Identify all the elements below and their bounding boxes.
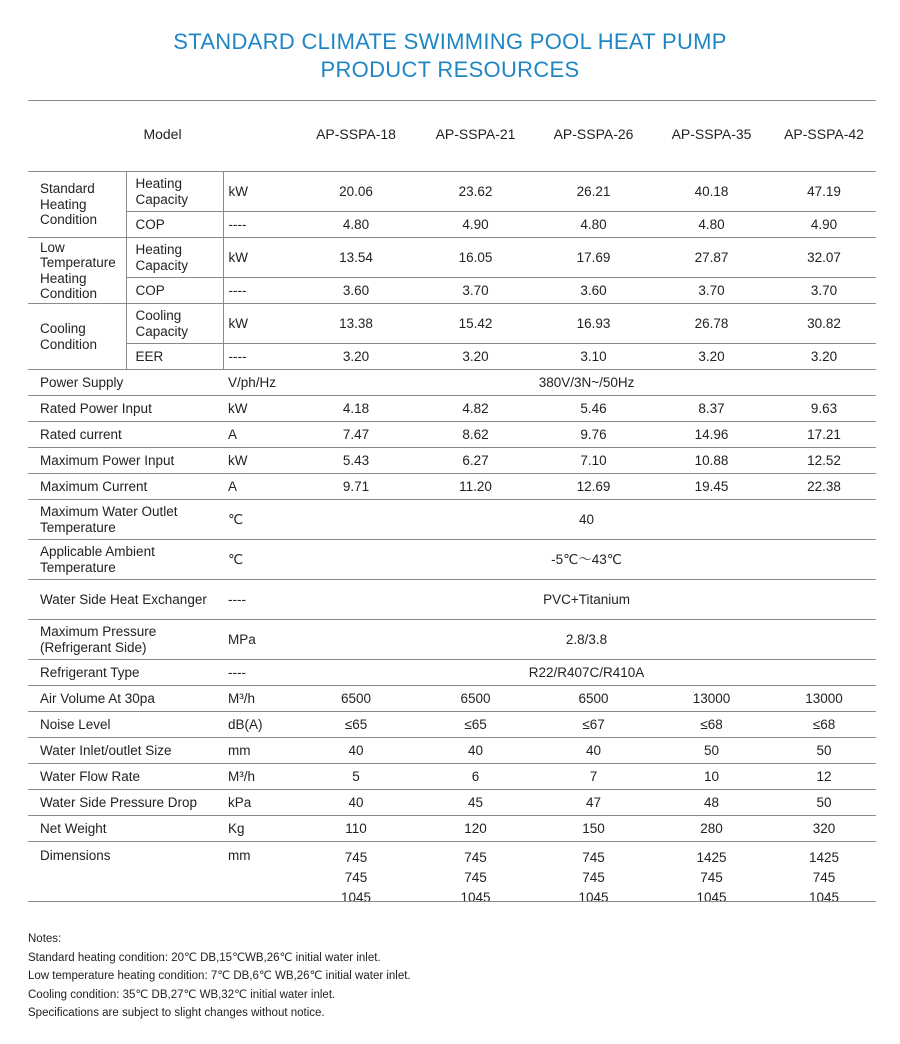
unit-cell: kW [223,304,297,344]
unit-cell: V/ph/Hz [223,370,297,396]
unit-cell: ---- [223,278,297,304]
value-cell: 6500 [297,686,415,712]
unit-cell: kW [223,172,297,212]
value-cell: 7.47 [297,422,415,448]
value-cell: 4.82 [415,396,536,422]
row-label: Dimensions [28,842,223,909]
dimension-value: 745 [464,850,487,865]
table-row [28,686,876,712]
dimension-value: 1045 [578,890,609,905]
value-cell: 50 [772,790,876,816]
group-label: Cooling Condition [28,304,126,370]
value-cell: 12.52 [772,448,876,474]
table-row [28,172,876,212]
sub-label: Heating Capacity [126,172,223,212]
value-cell: 19.45 [651,474,772,500]
value-cell: 45 [415,790,536,816]
value-cell: 40 [297,790,415,816]
spanned-value-cell: R22/R407C/R410A [297,660,876,686]
spec-table-body [28,111,876,908]
gap-cell [28,159,876,172]
table-row [28,738,876,764]
value-cell: 47.19 [772,172,876,212]
spec-table [28,111,876,908]
value-cell: 26.78 [651,304,772,344]
unit-cell: MPa [223,620,297,660]
bottom-divider [28,901,876,902]
value-cell: 15.42 [415,304,536,344]
table-row [28,540,876,580]
table-row [28,712,876,738]
value-cell: 48 [651,790,772,816]
table-row [28,500,876,540]
value-cell: 3.20 [772,344,876,370]
value-cell: 13.38 [297,304,415,344]
unit-cell: kW [223,448,297,474]
header-gap-row [28,159,876,172]
value-cell: 150 [536,816,651,842]
dimension-value: 745 [812,870,836,885]
unit-cell: ℃ [223,540,297,580]
table-row [28,304,876,344]
unit-cell: A [223,422,297,448]
value-cell: 40 [415,738,536,764]
value-cell: 120 [415,816,536,842]
row-label: Power Supply [28,370,223,396]
note-standard-heating: Standard heating condition: 20℃ DB,15℃WB,26℃ initial water inlet. [28,951,381,964]
value-cell: 13.54 [297,238,415,278]
value-cell: 5.46 [536,396,651,422]
value-cell: 10.88 [651,448,772,474]
row-label: Air Volume At 30pa [28,686,223,712]
value-cell: 5.43 [297,448,415,474]
unit-cell: M³/h [223,686,297,712]
value-cell: 47 [536,790,651,816]
value-cell: 6500 [415,686,536,712]
value-cell: 16.05 [415,238,536,278]
value-cell: 280 [651,816,772,842]
value-cell: 50 [772,738,876,764]
note-disclaimer: Specifications are subject to slight changes without notice. [28,1007,325,1019]
dimension-value-cell [415,842,536,909]
value-cell: ≤67 [536,712,651,738]
model-column-header: AP-SSPA-26 [553,126,634,143]
unit-cell: A [223,474,297,500]
value-cell: 40.18 [651,172,772,212]
table-header-row [28,111,876,159]
dimension-value: 1045 [341,890,372,905]
unit-cell: ---- [223,344,297,370]
dimension-value-cell [772,842,876,909]
table-row [28,580,876,620]
spanned-value-cell: 380V/3N~/50Hz [297,370,876,396]
dimension-value: 1045 [809,890,840,905]
value-cell: 23.62 [415,172,536,212]
value-cell: 8.62 [415,422,536,448]
unit-cell: dB(A) [223,712,297,738]
spanned-value-cell: -5℃～43℃ [297,540,876,580]
table-row [28,344,876,370]
unit-cell: ---- [223,660,297,686]
table-row [28,474,876,500]
value-cell: 3.20 [651,344,772,370]
row-label: Noise Level [28,712,223,738]
value-cell: 3.10 [536,344,651,370]
row-label: Rated Power Input [28,396,223,422]
dimension-value: 1425 [696,850,727,865]
value-cell: 4.80 [651,212,772,238]
model-column-header: AP-SSPA-21 [435,126,516,143]
note-low-temp-heating: Low temperature heating condition: 7℃ DB,6℃ WB,26℃ initial water inlet. [28,970,411,982]
row-label: Water Flow Rate [28,764,223,790]
value-cell: 110 [297,816,415,842]
row-label: Water Side Heat Exchanger [28,580,223,620]
value-cell: 3.60 [536,278,651,304]
notes [28,930,411,1023]
value-cell: 40 [297,738,415,764]
value-cell: 13000 [772,686,876,712]
note-cooling: Cooling condition: 35℃ DB,27℃ WB,32℃ initial water inlet. [28,988,336,1001]
spanned-value-cell: PVC+Titanium [297,580,876,620]
sub-label: COP [126,212,223,238]
spanned-value-cell: 40 [297,500,876,540]
table-row [28,212,876,238]
value-cell: 17.21 [772,422,876,448]
value-cell: 6 [415,764,536,790]
value-cell: 26.21 [536,172,651,212]
value-cell: 9.76 [536,422,651,448]
row-label: Refrigerant Type [28,660,223,686]
title-line-2: PRODUCT RESOURCES [320,57,580,82]
value-cell: 9.71 [297,474,415,500]
sub-label: Heating Capacity [126,238,223,278]
value-cell: 10 [651,764,772,790]
value-cell: 11.20 [415,474,536,500]
dimension-value: 745 [464,870,487,885]
value-cell: 13000 [651,686,772,712]
value-cell: ≤68 [651,712,772,738]
value-cell: ≤65 [297,712,415,738]
dimension-value: 1045 [460,890,491,905]
table-row [28,764,876,790]
row-label: Rated current [28,422,223,448]
value-cell: 5 [297,764,415,790]
value-cell: 14.96 [651,422,772,448]
dimension-value: 745 [582,870,605,885]
dimension-value: 745 [700,870,723,885]
model-column-header: AP-SSPA-42 [784,126,864,143]
value-cell: 40 [536,738,651,764]
value-cell: 3.70 [651,278,772,304]
unit-cell: kW [223,238,297,278]
model-header: Model [143,126,182,143]
value-cell: 16.93 [536,304,651,344]
sub-label: EER [126,344,223,370]
dimension-value: 1425 [809,850,840,865]
unit-cell: kW [223,396,297,422]
page-title [0,28,900,84]
value-cell: 30.82 [772,304,876,344]
notes-heading: Notes: [28,933,62,945]
value-cell: 17.69 [536,238,651,278]
table-row [28,396,876,422]
value-cell: 320 [772,816,876,842]
value-cell: 7.10 [536,448,651,474]
value-cell: 22.38 [772,474,876,500]
value-cell: 4.90 [415,212,536,238]
row-label: Applicable Ambient Temperature [28,540,223,580]
value-cell: 3.20 [297,344,415,370]
spanned-value-cell: 2.8/3.8 [297,620,876,660]
unit-cell: ℃ [223,500,297,540]
sub-label: Cooling Capacity [126,304,223,344]
value-cell: 50 [651,738,772,764]
dimension-value: 745 [582,850,605,865]
table-row [28,278,876,304]
unit-cell: kPa [223,790,297,816]
row-label: Net Weight [28,816,223,842]
row-label: Maximum Water Outlet Temperature [28,500,223,540]
row-label: Maximum Pressure (Refrigerant Side) [28,620,223,660]
group-label: Low Temperature Heating Condition [28,238,126,304]
value-cell: 3.70 [415,278,536,304]
value-cell: 20.06 [297,172,415,212]
value-cell: 6500 [536,686,651,712]
row-label: Maximum Current [28,474,223,500]
model-column-header: AP-SSPA-35 [671,126,752,143]
value-cell: 9.63 [772,396,876,422]
unit-cell: Kg [223,816,297,842]
value-cell: 7 [536,764,651,790]
dimension-value-cell [297,842,415,909]
table-row [28,790,876,816]
value-cell: 3.60 [297,278,415,304]
table-row [28,422,876,448]
unit-cell: ---- [223,212,297,238]
dimension-value: 745 [344,870,368,885]
model-column-header: AP-SSPA-18 [316,126,396,143]
row-label: Water Inlet/outlet Size [28,738,223,764]
table-row [28,620,876,660]
value-cell: 6.27 [415,448,536,474]
value-cell: 3.70 [772,278,876,304]
dimension-value: 745 [344,850,368,865]
dimension-value-cell [536,842,651,909]
unit-cell: M³/h [223,764,297,790]
table-row [28,816,876,842]
table-row [28,370,876,396]
group-label: Standard Heating Condition [28,172,126,238]
dimension-value: 1045 [696,890,727,905]
value-cell: 12.69 [536,474,651,500]
value-cell: 32.07 [772,238,876,278]
table-row [28,660,876,686]
table-row [28,448,876,474]
row-label: Water Side Pressure Drop [28,790,223,816]
unit-cell: mm [223,738,297,764]
top-divider [28,100,876,101]
sub-label: COP [126,278,223,304]
title-line-1: STANDARD CLIMATE SWIMMING POOL HEAT PUMP [173,29,727,54]
value-cell: 4.90 [772,212,876,238]
value-cell: 4.80 [536,212,651,238]
value-cell: 27.87 [651,238,772,278]
value-cell: 8.37 [651,396,772,422]
value-cell: ≤65 [415,712,536,738]
value-cell: 12 [772,764,876,790]
value-cell: 4.80 [297,212,415,238]
unit-cell: ---- [223,580,297,620]
table-row-dimensions [28,842,876,909]
value-cell: 4.18 [297,396,415,422]
row-label: Maximum Power Input [28,448,223,474]
value-cell: ≤68 [772,712,876,738]
unit-cell: mm [223,842,297,909]
table-row [28,238,876,278]
value-cell: 3.20 [415,344,536,370]
dimension-value-cell [651,842,772,909]
